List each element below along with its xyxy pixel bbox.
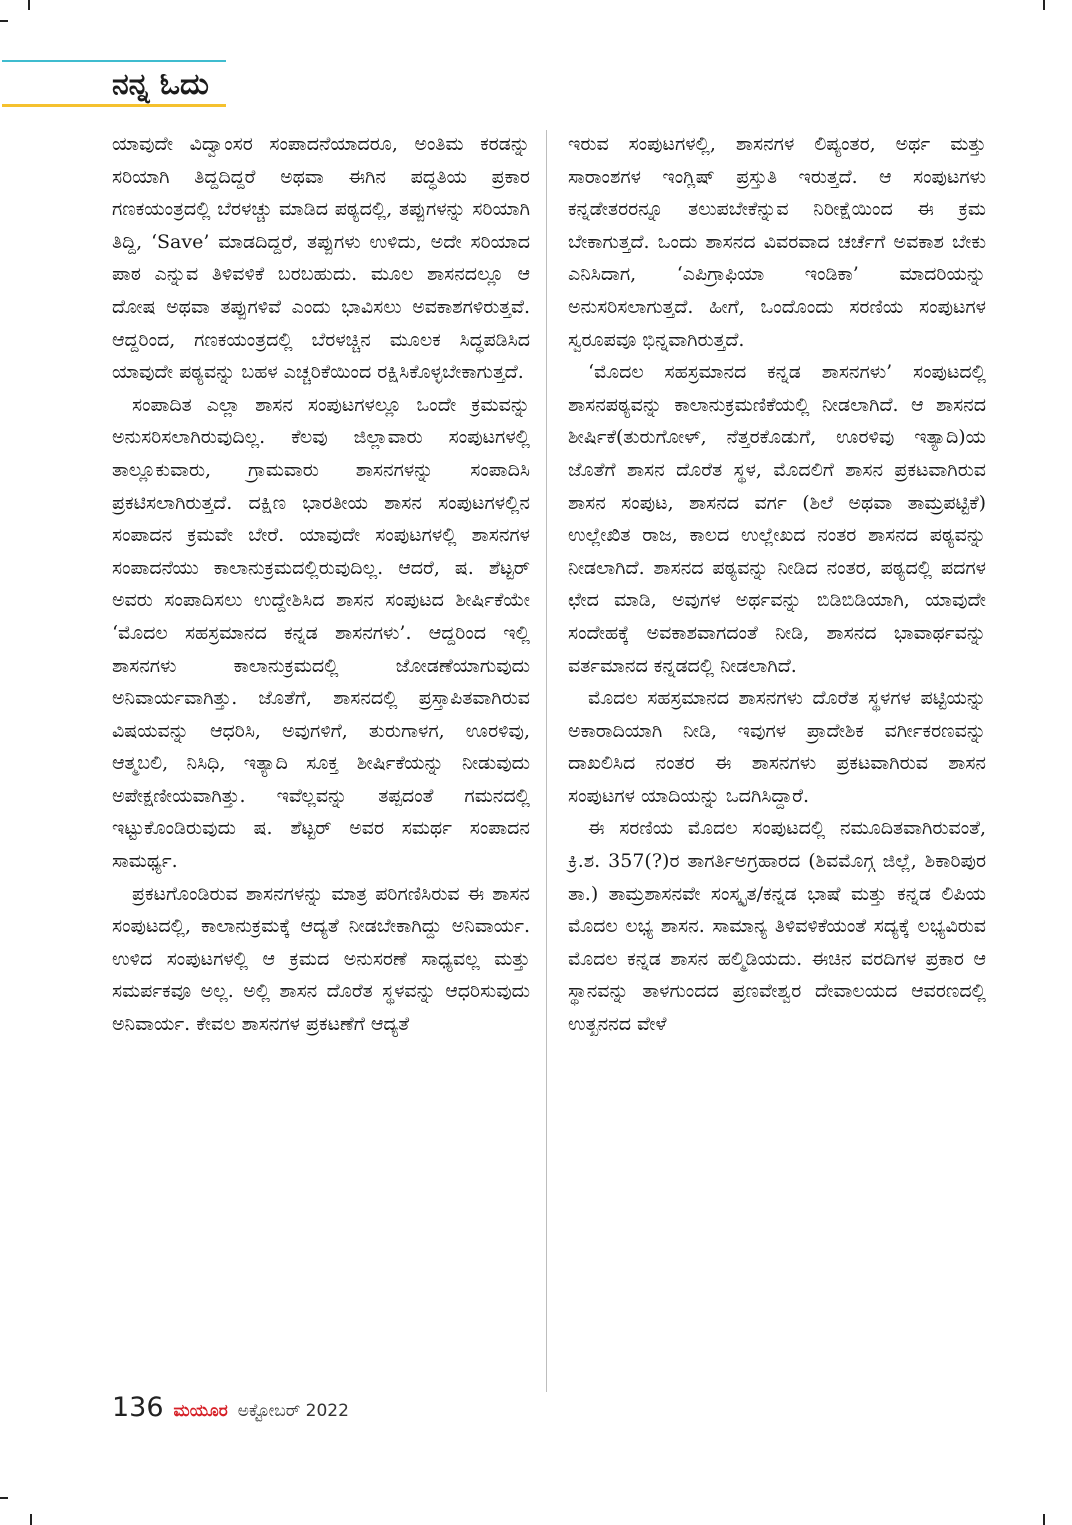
magazine-name: ಮಯೂರ	[173, 1401, 228, 1421]
crop-mark-top-right	[1043, 0, 1045, 10]
column-divider	[546, 130, 547, 1392]
issue-date: ಅಕ್ಟೋಬರ್ 2022	[237, 1401, 349, 1421]
left-column	[112, 128, 530, 1041]
crop-mark-bottom-right	[1043, 1514, 1045, 1525]
section-title: ನನ್ನ ಓದು	[112, 67, 209, 102]
paragraph: ಯಾವುದೇ ವಿದ್ವಾಂಸರ ಸಂಪಾದನೆಯಾದರೂ, ಅಂತಿಮ ಕರಡನ್ನು ಸರಿಯಾಗಿ ತಿದ್ದದಿದ್ದರೆ ಅಥವಾ ಈಗಿನ ಪದ್ಧತಿಯ ಪ್ರಕಾರ ಗಣಕಯಂತ್ರದಲ್ಲಿ ಬೆರಳಚ್ಚು ಮಾಡಿದ ಪಠ್ಯದಲ್ಲಿ, ತಪ್ಪುಗಳನ್ನು ಸರಿಯಾಗಿ ತಿದ್ದಿ, ‘Save’ ಮಾಡದಿದ್ದರೆ, ತಪ್ಪುಗಳು ಉಳಿದು, ಅದೇ ಸರಿಯಾದ ಪಾಠ ಎನ್ನುವ ತಿಳಿವಳಿಕೆ ಬರಬಹುದು. ಮೂಲ ಶಾಸನದಲ್ಲೂ ಆ ದೋಷ ಅಥವಾ ತಪ್ಪುಗಳಿವೆ ಎಂದು ಭಾವಿಸಲು ಅವಕಾಶಗಳಿರುತ್ತವೆ. ಆದ್ದರಿಂದ, ಗಣಕಯಂತ್ರದಲ್ಲಿ ಬೆರಳಚ್ಚಿನ ಮೂಲಕ ಸಿದ್ಧಪಡಿಸಿದ ಯಾವುದೇ ಪಠ್ಯವನ್ನು ಬಹಳ ಎಚ್ಚರಿಕೆಯಿಂದ ರಕ್ಷಿಸಿಕೊಳ್ಳಬೇಕಾಗುತ್ತದೆ.	[112, 133, 530, 384]
page-number: 136	[112, 1392, 164, 1423]
header-rule-top	[2, 60, 226, 62]
paragraph: ಪ್ರಕಟಗೊಂಡಿರುವ ಶಾಸನಗಳನ್ನು ಮಾತ್ರ ಪರಿಗಣಿಸಿರುವ ಈ ಶಾಸನ ಸಂಪುಟದಲ್ಲಿ, ಕಾಲಾನುಕ್ರಮಕ್ಕೆ ಆದ್ಯತೆ ನೀಡಬೇಕಾಗಿದ್ದು ಅನಿವಾರ್ಯ. ಉಳಿದ ಸಂಪುಟಗಳಲ್ಲಿ ಆ ಕ್ರಮದ ಅನುಸರಣೆ ಸಾಧ್ಯವಲ್ಲ ಮತ್ತು ಸಮರ್ಪಕವೂ ಅಲ್ಲ. ಅಲ್ಲಿ ಶಾಸನ ದೊರೆತ ಸ್ಥಳವನ್ನು ಆಧರಿಸುವುದು ಅನಿವಾರ್ಯ. ಕೇವಲ ಶಾಸನಗಳ ಪ್ರಕಟಣೆಗೆ ಆದ್ಯತೆ	[112, 882, 530, 1036]
paragraph: ಮೊದಲ ಸಹಸ್ರಮಾನದ ಶಾಸನಗಳು ದೊರೆತ ಸ್ಥಳಗಳ ಪಟ್ಟಿಯನ್ನು ಅಕಾರಾದಿಯಾಗಿ ನೀಡಿ, ಇವುಗಳ ಪ್ರಾದೇಶಿಕ ವರ್ಗೀಕರಣವನ್ನು ದಾಖಲಿಸಿದ ನಂತರ ಈ ಶಾಸನಗಳು ಪ್ರಕಟವಾಗಿರುವ ಶಾಸನ ಸಂಪುಟಗಳ ಯಾದಿಯನ್ನು ಒದಗಿಸಿದ್ದಾರೆ.	[568, 687, 986, 807]
right-column	[568, 128, 986, 1041]
paragraph: ಸಂಪಾದಿತ ಎಲ್ಲಾ ಶಾಸನ ಸಂಪುಟಗಳಲ್ಲೂ ಒಂದೇ ಕ್ರಮವನ್ನು ಅನುಸರಿಸಲಾಗಿರುವುದಿಲ್ಲ. ಕೆಲವು ಜಿಲ್ಲಾವಾರು ಸಂಪುಟಗಳಲ್ಲಿ ತಾಲ್ಲೂಕುವಾರು, ಗ್ರಾಮವಾರು ಶಾಸನಗಳನ್ನು ಸಂಪಾದಿಸಿ ಪ್ರಕಟಿಸಲಾಗಿರುತ್ತದೆ. ದಕ್ಷಿಣ ಭಾರತೀಯ ಶಾಸನ ಸಂಪುಟಗಳಲ್ಲಿನ ಸಂಪಾದನ ಕ್ರಮವೇ ಬೇರೆ. ಯಾವುದೇ ಸಂಪುಟಗಳಲ್ಲಿ ಶಾಸನಗಳ ಸಂಪಾದನೆಯು ಕಾಲಾನುಕ್ರಮದಲ್ಲಿರುವುದಿಲ್ಲ. ಆದರೆ, ಷ. ಶೆಟ್ಟರ್ ಅವರು ಸಂಪಾದಿಸಲು ಉದ್ದೇಶಿಸಿದ ಶಾಸನ ಸಂಪುಟದ ಶೀರ್ಷಿಕೆಯೇ ‘ಮೊದಲ ಸಹಸ್ರಮಾನದ ಕನ್ನಡ ಶಾಸನಗಳು’. ಆದ್ದರಿಂದ ಇಲ್ಲಿ ಶಾಸನಗಳು ಕಾಲಾನುಕ್ರಮದಲ್ಲಿ ಜೋಡಣೆಯಾಗುವುದು ಅನಿವಾರ್ಯವಾಗಿತ್ತು. ಜೊತೆಗೆ, ಶಾಸನದಲ್ಲಿ ಪ್ರಸ್ತಾಪಿತವಾಗಿರುವ ವಿಷಯವನ್ನು ಆಧರಿಸಿ, ಅವುಗಳಿಗೆ, ತುರುಗಾಳಗ, ಊರಳಿವು, ಆತ್ಮಬಲಿ, ನಿಸಿಧಿ, ಇತ್ಯಾದಿ ಸೂಕ್ತ ಶೀರ್ಷಿಕೆಯನ್ನು ನೀಡುವುದು ಅಪೇಕ್ಷಣೀಯವಾಗಿತ್ತು. ಇವೆಲ್ಲವನ್ನು ತಪ್ಪದಂತೆ ಗಮನದಲ್ಲಿ ಇಟ್ಟುಕೊಂಡಿರುವುದು ಷ. ಶೆಟ್ಟರ್ ಅವರ ಸಮರ್ಥ ಸಂಪಾದನ ಸಾಮರ್ಥ್ಯ.	[112, 393, 530, 873]
paragraph: ಇರುವ ಸಂಪುಟಗಳಲ್ಲಿ, ಶಾಸನಗಳ ಲಿಪ್ಯಂತರ, ಅರ್ಥ ಮತ್ತು ಸಾರಾಂಶಗಳ ಇಂಗ್ಲಿಷ್ ಪ್ರಸ್ತುತಿ ಇರುತ್ತದೆ. ಆ ಸಂಪುಟಗಳು ಕನ್ನಡೇತರರನ್ನೂ ತಲುಪಬೇಕೆನ್ನುವ ನಿರೀಕ್ಷೆಯಿಂದ ಈ ಕ್ರಮ ಬೇಕಾಗುತ್ತದೆ. ಒಂದು ಶಾಸನದ ವಿವರವಾದ ಚರ್ಚೆಗೆ ಅವಕಾಶ ಬೇಕು ಎನಿಸಿದಾಗ, ‘ಎಪಿಗ್ರಾಫಿಯಾ ಇಂಡಿಕಾ’ ಮಾದರಿಯನ್ನು ಅನುಸರಿಸಲಾಗುತ್ತದೆ. ಹೀಗೆ, ಒಂದೊಂದು ಸರಣಿಯ ಸಂಪುಟಗಳ ಸ್ವರೂಪವೂ ಭಿನ್ನವಾಗಿರುತ್ತದೆ.	[568, 133, 986, 351]
paragraph: ಈ ಸರಣಿಯ ಮೊದಲ ಸಂಪುಟದಲ್ಲಿ ನಮೂದಿತವಾಗಿರುವಂತೆ, ಕ್ರಿ.ಶ. 357(?)ರ ತಾಗರ್ತಿಅಗ್ರಹಾರದ (ಶಿವಮೊಗ್ಗ ಜಿಲ್ಲೆ, ಶಿಕಾರಿಪುರ ತಾ.) ತಾಮ್ರಶಾಸನವೇ ಸಂಸ್ಕೃತ/ಕನ್ನಡ ಭಾಷೆ ಮತ್ತು ಕನ್ನಡ ಲಿಪಿಯ ಮೊದಲ ಲಭ್ಯ ಶಾಸನ. ಸಾಮಾನ್ಯ ತಿಳಿವಳಿಕೆಯಂತೆ ಸದ್ಯಕ್ಕೆ ಲಭ್ಯವಿರುವ ಮೊದಲ ಕನ್ನಡ ಶಾಸನ ಹಲ್ಮಿಡಿಯದು. ಈಚಿನ ವರದಿಗಳ ಪ್ರಕಾರ ಆ ಸ್ಥಾನವನ್ನು ತಾಳಗುಂದದ ಪ್ರಣವೇಶ್ವರ ದೇವಾಲಯದ ಆವರಣದಲ್ಲಿ ಉತ್ಖನನದ ವೇಳೆ	[568, 817, 986, 1036]
crop-mark-bottom-left	[30, 1514, 32, 1525]
crop-mark-left-upper	[0, 20, 8, 22]
crop-mark-top-left	[28, 0, 30, 10]
crop-mark-left-lower	[0, 1497, 8, 1499]
header-rule-bottom	[2, 104, 226, 107]
paragraph: ‘ಮೊದಲ ಸಹಸ್ರಮಾನದ ಕನ್ನಡ ಶಾಸನಗಳು’ ಸಂಪುಟದಲ್ಲಿ ಶಾಸನಪಠ್ಯವನ್ನು ಕಾಲಾನುಕ್ರಮಣಿಕೆಯಲ್ಲಿ ನೀಡಲಾಗಿದೆ. ಆ ಶಾಸನದ ಶೀರ್ಷಿಕೆ(ತುರುಗೋಳ್, ನೆತ್ತರಕೊಡುಗೆ, ಊರಳಿವು ಇತ್ಯಾದಿ)ಯ ಜೊತೆಗೆ ಶಾಸನ ದೊರೆತ ಸ್ಥಳ, ಮೊದಲಿಗೆ ಶಾಸನ ಪ್ರಕಟವಾಗಿರುವ ಶಾಸನ ಸಂಪುಟ, ಶಾಸನದ ವರ್ಗ (ಶಿಲೆ ಅಥವಾ ತಾಮ್ರಪಟ್ಟಿಕೆ) ಉಲ್ಲೇಖಿತ ರಾಜ, ಕಾಲದ ಉಲ್ಲೇಖದ ನಂತರ ಶಾಸನದ ಪಠ್ಯವನ್ನು ನೀಡಲಾಗಿದೆ. ಶಾಸನದ ಪಠ್ಯವನ್ನು ನೀಡಿದ ನಂತರ, ಪಠ್ಯದಲ್ಲಿ ಪದಗಳ ಛೇದ ಮಾಡಿ, ಅವುಗಳ ಅರ್ಥವನ್ನು ಬಿಡಿಬಿಡಿಯಾಗಿ, ಯಾವುದೇ ಸಂದೇಹಕ್ಕೆ ಅವಕಾಶವಾಗದಂತೆ ನೀಡಿ, ಶಾಸನದ ಭಾವಾರ್ಥವನ್ನು ವರ್ತಮಾನದ ಕನ್ನಡದಲ್ಲಿ ನೀಡಲಾಗಿದೆ.	[568, 361, 986, 677]
page-footer	[112, 1392, 349, 1432]
